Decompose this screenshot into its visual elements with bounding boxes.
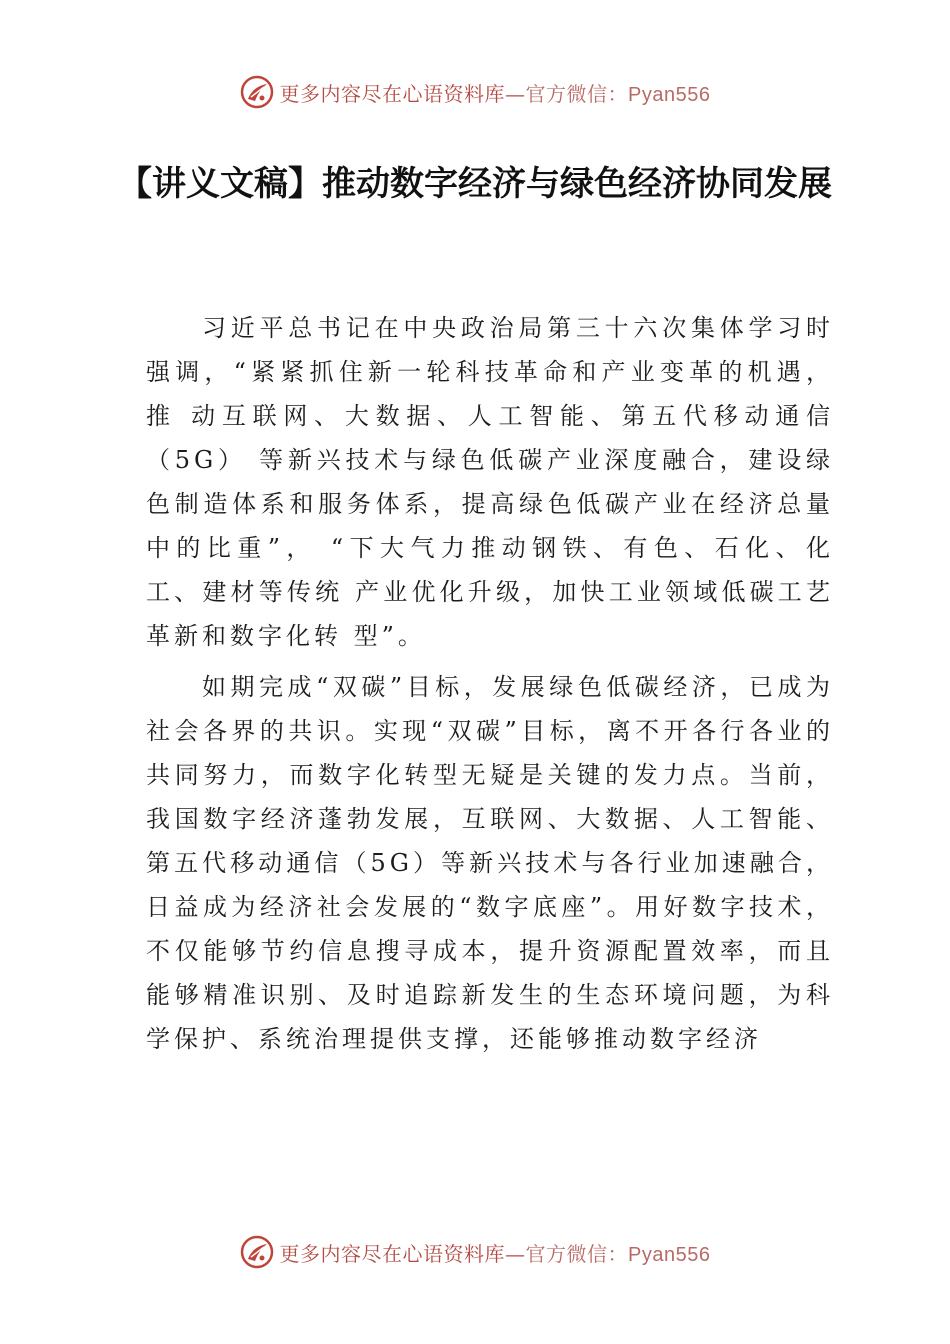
banner-handle: Pyan556 <box>628 83 711 106</box>
banner-text <box>280 1238 711 1267</box>
document-title: 【讲义文稿】推动数字经济与绿色经济协同发展 <box>118 164 832 204</box>
header-watermark-banner <box>0 72 950 112</box>
banner-handle-label: 官方微信： <box>525 1241 629 1266</box>
paragraph-1: 习近平总书记在中央政治局第三十六次集体学习时强调，“紧紧抓住新一轮科技革命和产业变革的机遇，推 动互联网、大数据、人工智能、第五代移动通信（5G） 等新兴技术与绿色低碳产业深度融合，建设绿色制造体系和服务体系，提高绿色低碳产业在经济总量中的比重”， “下大气力推动钢铁、有色、石化、化工、建材等传统 产业优化升级，加快工业领域低碳工艺革新和数字化转 型”。 <box>146 314 834 650</box>
banner-handle: Pyan556 <box>628 1243 711 1266</box>
paragraph-2: 如期完成“双碳”目标，发展绿色低碳经济，已成为社会各界的共识。实现“双碳”目标，离不开各行各业的共同努力，而数字化转型无疑是关键的发力点。当前，我国数字经济蓬勃发展，互联网、大数据、人工智能、第五代移动通信（5G）等新兴技术与各行业加速融合，日益成为经济社会发展的“数字底座”。用好数字技术，不仅能够节约信息搜寻成本，提升资源配置效率，而且能够精准识别、及时追踪新发生的生态环境问题，为科学保护、系统治理提供支撑，还能够推动数字经济 <box>146 673 834 1053</box>
brand-logo-icon <box>240 75 274 109</box>
footer-watermark-banner <box>0 1232 950 1272</box>
banner-handle-label: 官方微信： <box>525 81 629 106</box>
banner-slogan: 更多内容尽在心语资料库— <box>279 1241 526 1266</box>
brand-logo-icon <box>240 1235 274 1269</box>
banner-slogan: 更多内容尽在心语资料库— <box>279 81 526 106</box>
document-body <box>146 306 834 1068</box>
banner-text <box>280 78 711 107</box>
